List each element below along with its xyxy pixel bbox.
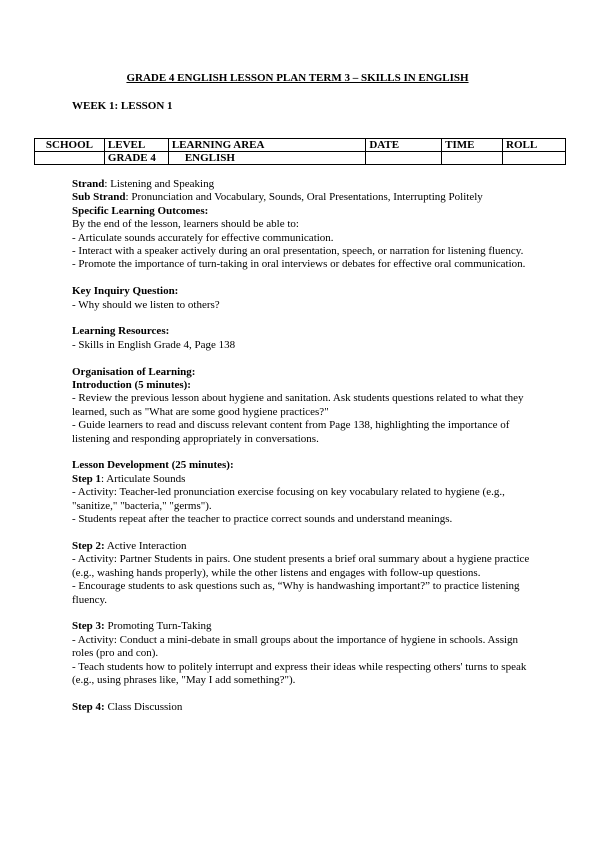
cell-level: GRADE 4 <box>104 152 168 165</box>
header-level: LEVEL <box>104 139 168 152</box>
week-heading: WEEK 1: LESSON 1 <box>72 100 173 112</box>
header-school: SCHOOL <box>35 139 105 152</box>
step-1-line <box>72 473 530 486</box>
step-3-title: Promoting Turn-Taking <box>104 620 212 633</box>
outcome-item: - Articulate sounds accurately for effective communication. <box>72 231 334 244</box>
lesson-content <box>72 178 530 714</box>
page-title: GRADE 4 ENGLISH LESSON PLAN TERM 3 – SKILLS IN ENGLISH <box>126 72 469 84</box>
step-2-label: Step 2: <box>72 539 105 552</box>
sub-strand-line <box>72 191 530 204</box>
step-item: - Teach students how to politely interrupt and express their ideas while respecting others' turns to speak (e.g., using phrases like, "May I add something?"). <box>72 660 527 686</box>
step-4-title: Class Discussion <box>104 700 183 713</box>
introduction-heading: Introduction (5 minutes): <box>72 379 191 392</box>
header-learning-area: LEARNING AREA <box>168 139 365 152</box>
header-date: DATE <box>366 139 442 152</box>
organisation-heading: Organisation of Learning: <box>72 365 196 378</box>
inquiry-item: - Why should we listen to others? <box>72 298 220 311</box>
strand-line <box>72 178 530 191</box>
cell-school <box>35 152 105 165</box>
step-4-label: Step 4: <box>72 700 105 713</box>
resources-heading: Learning Resources: <box>72 325 170 338</box>
step-item: - Activity: Conduct a mini-debate in small groups about the importance of hygiene in schools. Assign roles (pro and con). <box>72 633 519 660</box>
step-2-line <box>72 540 530 553</box>
sub-strand-label: Sub Strand <box>72 191 126 204</box>
step-4-line <box>72 701 530 714</box>
outcome-item: - Interact with a speaker actively during an oral presentation, speech, or narration for listening fluency. <box>72 245 524 258</box>
outcomes-intro: By the end of the lesson, learners should be able to: <box>72 218 299 231</box>
inquiry-heading: Key Inquiry Question: <box>72 285 179 298</box>
outcomes-heading: Specific Learning Outcomes: <box>72 204 209 217</box>
strand-label: Strand <box>72 178 105 190</box>
step-3-label: Step 3: <box>72 620 105 633</box>
introduction-item: - Review the previous lesson about hygiene and sanitation. Ask students questions related to what they learned, such as "What are some good hygiene practices?" <box>72 392 524 418</box>
cell-time <box>442 152 503 165</box>
development-heading: Lesson Development (25 minutes): <box>72 459 234 472</box>
header-roll: ROLL <box>503 139 566 152</box>
table-header-row <box>35 139 566 152</box>
step-item: - Activity: Teacher-led pronunciation exercise focusing on key vocabulary related to hygiene (e.g., "sanitize," "bacteria," "germs"). <box>72 486 505 512</box>
step-1-title: : Articulate Sounds <box>101 472 186 485</box>
cell-learning-area: ENGLISH <box>168 152 365 165</box>
lesson-info-table <box>34 138 566 165</box>
step-item: - Activity: Partner Students in pairs. One student presents a brief oral summary about a hygiene practice (e.g., washing hands properly), while the other listens and engages with follow-up questions. <box>72 553 530 579</box>
step-item: - Students repeat after the teacher to practice correct sounds and understand meanings. <box>72 513 453 526</box>
introduction-item: - Guide learners to read and discuss relevant content from Page 138, highlighting the importance of listening and responding appropriately in conversations. <box>72 419 510 445</box>
strand-value: : Listening and Speaking <box>104 178 215 190</box>
resource-item: - Skills in English Grade 4, Page 138 <box>72 338 236 351</box>
step-3-line <box>72 620 530 633</box>
step-2-title: Active Interaction <box>104 539 187 552</box>
table-row <box>35 152 566 165</box>
cell-date <box>366 152 442 165</box>
outcome-item: - Promote the importance of turn-taking in oral interviews or debates for effective oral communication. <box>72 258 526 271</box>
cell-roll <box>503 152 566 165</box>
step-1-label: Step 1 <box>72 472 102 485</box>
step-item: - Encourage students to ask questions such as, “Why is handwashing important?” to practice listening fluency. <box>72 580 520 606</box>
sub-strand-value: : Pronunciation and Vocabulary, Sounds, Oral Presentations, Interrupting Politely <box>125 191 483 204</box>
header-time: TIME <box>442 139 503 152</box>
